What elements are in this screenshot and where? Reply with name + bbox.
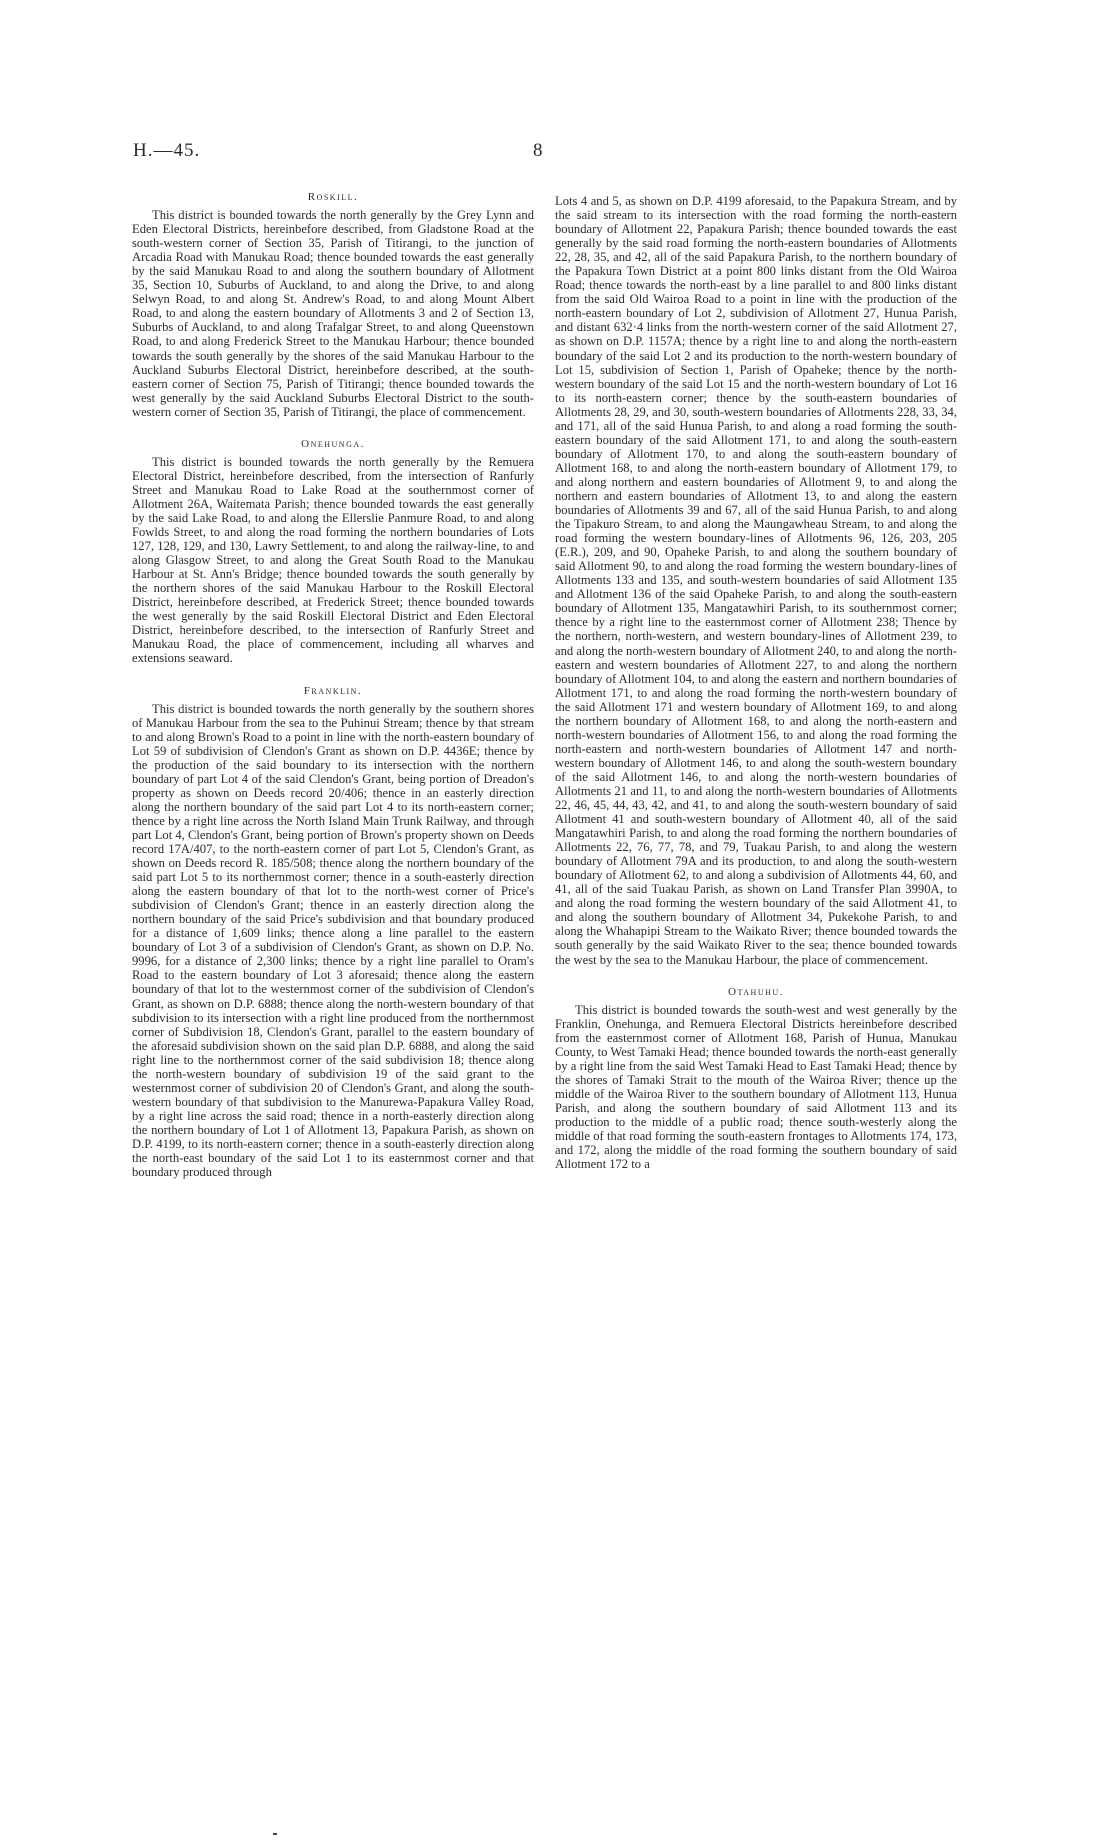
district-description-franklin-continued: Lots 4 and 5, as shown on D.P. 4199 aforesaid, to the Papakura Stream, and by the said stream to its intersection with the road forming the north-eastern boundary of Allotment 22, Papakura Parish; thence bounded towards the east generally by the said road forming the north-eastern boundaries of Allotments 22, 28, 35, and 42, all of the said Papakura Parish, to the northern boundary of the Papakura Town District at a point 800 links distant from the Old Wairoa Road; thence towards the north-east by a line parallel to and 800 links distant from the said Old Wairoa Road to a point in line with the production of the north-eastern boundary of Lot 2, subdivision of Allotment 27, Hunua Parish, and distant 632·4 links from the north-western corner of the said Allotment 27, as shown on D.P. 1157A; thence by a right line to and along the north-eastern boundary of the said Lot 2 and its production to the north-western boundary of Lot 15, subdivision of Section 1, Parish of Opaheke; thence by the north-western boundary of the said Lot 15 and the north-western boundary of Lot 16 to its north-eastern corner; thence by the south-eastern boundaries of Allotments 28, 29, and 30, south-western boundaries of Allotments 228, 33, 34, and 171, all of the said Hunua Parish, to and along a road forming the south-eastern boundary of the said Allotment 171, to and along the south-eastern boundary of Allotment 170, to and along the south-eastern boundary of Allotment 168, to and along the north-eastern boundary of Allotment 179, to and along northern and eastern boundaries of Allotment 9, to and along the northern and eastern boundaries of Allotment 13, to and along the eastern boundaries of Allotments 39 and 67, all of the said Hunua Parish, to and along the Tipakuro Stream, to and along the Maungawheau Stream, to and along the road forming the western boundary-lines of Allotments 96, 126, 203, 205 (E.R.), 209, and 90, Opaheke Parish, to and along the southern boundary of said Allotment 90, to and along the road forming the western boundary-lines of Allotments 133 and 135, and south-western boundaries of said Allotment 135 and Allotment 136 of the said Opaheke Parish, to and along the south-eastern boundary of Allotment 135, Mangatawhiri Parish, to its southernmost corner; thence by a right line to the easternmost corner of Allotment 238; Thence by the northern, north-western, and western boundary-lines of Allotment 239, to and along the north-western boundary of Allotment 240, to and along the north-eastern and western boundaries of Allotment 227, to and along the northern boundary of Allotment 104, to and along the eastern and northern boundaries of Allotment 171, to and along the road forming the north-western boundary of the said Allotment 171 and western boundary of Allotment 169, to and along the northern boundary of Allotment 168, to and along the north-eastern and north-western boundaries of Allotment 156, to and along the road forming the north-eastern and north-western boundaries of Allotment 147 and north-western boundary of Allotment 146, to and along the south-western boundary of the said Allotment 146, to and along the north-western boundaries of Allotments 21 and 11, to and along the north-western boundaries of Allotments 22, 46, 45, 44, 43, 42, and 41, to and along the south-western boundary of said Allotment 41 and south-western boundary of Allotment 40, all of the said Mangatawhiri Parish, to and along the road forming the northern boundaries of Allotments 22, 76, 77, 78, and 79, Tuakau Parish, to and along the western boundary of Allotment 79A and its production, to and along the south-western boundary of Allotment 62, to and along a subdivision of Allotments 44, 60, and 41, all of the said Tuakau Parish, as shown on Land Transfer Plan 3990A, to and along the road forming the western boundary of the said Allotment 41, to and along the southern boundary of Allotment 34, Pukekohe Parish, to and along the Whahapipi Stream to the Waikato River; thence bounded towards the south generally by the said Waikato River to the sea; thence bounded towards the west by the sea to the Manukau Harbour, the place of commencement.: [555, 194, 957, 967]
district-franklin: [132, 684, 534, 1180]
district-franklin-continued: [555, 194, 957, 967]
district-description-franklin: This district is bounded towards the north generally by the southern shores of Manukau Harbour from the sea to the Puhinui Stream; thence by that stream to and along Brown's Road to a point in line with the north-eastern boundary of Lot 59 of subdivision of Clendon's Grant as shown on D.P. 4436E; thence by the production of the said boundary to its intersection with the northern boundary of part Lot 4 of the said Clendon's Grant, being portion of Dreadon's property as shown on Deeds record 20/406; thence in an easterly direction along the northern boundary of the said part Lot 4 to its north-eastern corner; thence by a right line across the North Island Main Trunk Railway, and through part Lot 4, Clendon's Grant, being portion of Brown's property shown on Deeds record 17A/407, to the north-eastern corner of part Lot 5, Clendon's Grant, as shown on Deeds record R. 185/508; thence along the northern boundary of the said part Lot 5 to its northernmost corner; thence in a south-easterly direction along the eastern boundary of that lot to the north-west corner of Price's subdivision of Clendon's Grant; thence in an easterly direction along the northern boundary of the said Price's subdivision and that boundary produced for a distance of 1,609 links; thence along a line parallel to the eastern boundary of Lot 3 of a subdivision of Clendon's Grant, as shown on D.P. No. 9996, for a distance of 2,300 links; thence by a right line parallel to Oram's Road to the eastern boundary of Lot 3 aforesaid; thence along the eastern boundary of that lot to the westernmost corner of the subdivision of Clendon's Grant, as shown on D.P. 6888; thence along the north-western boundary of that subdivision to its intersection with a right line produced from the northernmost corner of Subdivision 18, Clendon's Grant, parallel to the eastern boundary of the aforesaid subdivision shown on the said plan D.P. 6888, and along the said right line to the northernmost corner of the said subdivision 18; thence along the north-western boundary of subdivision 19 of the said grant to the westernmost corner of subdivision 20 of Clendon's Grant, and along the south-western boundary of that subdivision to the Manurewa-Papakura Valley Road, by a right line across the said road; thence in a north-easterly direction along the northern boundary of Lot 1 of Allotment 13, Papakura Parish, as shown on D.P. 4199, to its north-eastern corner; thence in a south-easterly direction along the north-east boundary of the said Lot 1 to its easternmost corner and that boundary produced through: [132, 701, 534, 1180]
district-title-roskill: Roskill.: [307, 191, 359, 203]
page-number: 8: [533, 140, 543, 161]
left-column: [132, 190, 534, 1179]
district-roskill: [132, 190, 534, 419]
document-reference: H.—45.: [133, 140, 201, 161]
district-description-otahuhu: This district is bounded towards the south-west and west generally by the Franklin, Onehunga, and Remuera Electoral Districts hereinbefore described from the easternmost corner of Allotment 168, Parish of Hunua, Manukau County, to West Tamaki Head; thence bounded towards the north-east generally by a right line from the said West Tamaki Head to East Tamaki Head; thence by the shores of Tamaki Strait to the mouth of the Wairoa River; thence up the middle of the Wairoa River to the southern boundary of Allotment 113, Hunua Parish, and along the southern boundary of said Allotment 113 and its production to the middle of a public road; thence south-westerly along the middle of that road forming the south-eastern frontages to Allotments 174, 173, and 172, along the middle of the road forming the southern boundary of said Allotment 172 to a: [555, 1002, 957, 1172]
district-title-otahuhu: Otahuhu.: [728, 985, 784, 998]
district-onehunga: [132, 437, 534, 666]
district-description-roskill: This district is bounded towards the north generally by the Grey Lynn and Eden Electoral Districts, hereinbefore described, from Gladstone Road at the south-western corner of Section 35, Parish of Titirangi, to the junction of Arcadia Road with Manukau Road; thence bounded towards the east generally by the said Manukau Road to and along the southern boundary of Allotment 35, Section 10, Suburbs of Auckland, to and along the Drive, to and along Selwyn Road, to and along St. Andrew's Road, to and along Mount Albert Road, to and along the eastern boundary of Allotments 3 and 2 of Section 13, Suburbs of Auckland, to and along Trafalgar Street, to and along Queenstown Road, to and along Frederick Street to the Manukau Harbour; thence bounded towards the south generally by the shores of the said Manukau Harbour to the Auckland Suburbs Electoral District, hereinbefore described, at the south-eastern corner of Section 75, Parish of Titirangi; thence bounded towards the west generally by the said Auckland Suburbs Electoral District to the south-western corner of Section 35, Parish of Titirangi, the place of commencement.: [132, 208, 534, 419]
right-column: [555, 194, 957, 1171]
district-title-franklin: Franklin.: [303, 684, 363, 697]
district-otahuhu: [555, 985, 957, 1172]
print-speck: [273, 1833, 277, 1835]
district-description-onehunga: This district is bounded towards the north generally by the Remuera Electoral District, hereinbefore described, from the intersection of Ranfurly Street and Manukau Road to Lake Road at the southernmost corner of Allotment 26A, Waitemata Parish; thence bounded towards the east generally by the said Lake Road, to and along the Ellerslie Panmure Road, to and along Fowlds Street, to and along the road forming the northern boundaries of Lots 127, 128, 129, and 130, Lawry Settlement, to and along the railway-line, to and along Glasgow Street, to and along the Great South Road to the Manukau Harbour at St. Ann's Bridge; thence bounded towards the south generally by the northern shores of the said Manukau Harbour to the Roskill Electoral District, hereinbefore described, at Frederick Street; thence bounded towards the west generally by the said Roskill Electoral District and Eden Electoral District, hereinbefore described, to the intersection of Ranfurly Street and Manukau Road, the place of commencement, including all wharves and extensions seaward.: [132, 454, 534, 666]
district-title-onehunga: Onehunga.: [301, 437, 365, 450]
page-header: [133, 140, 953, 164]
